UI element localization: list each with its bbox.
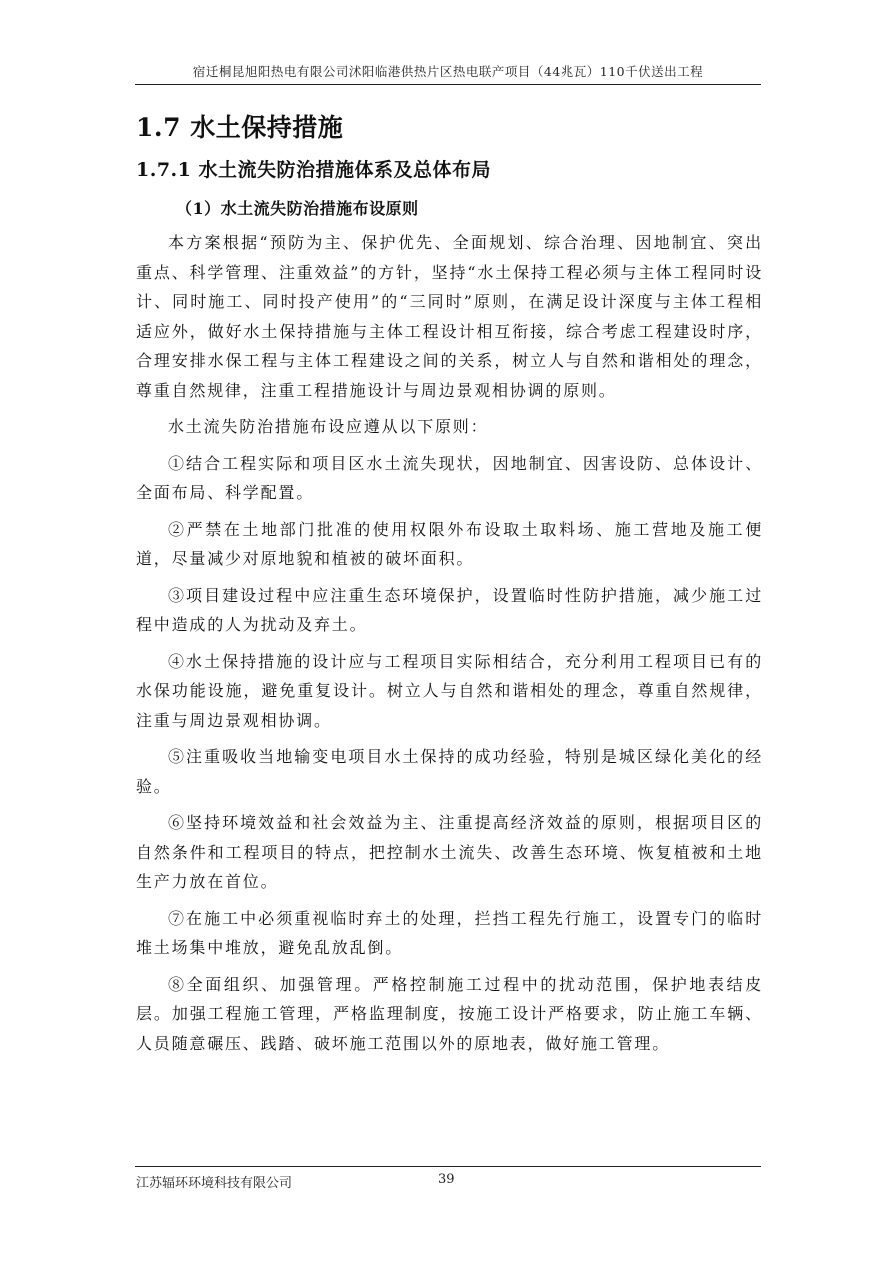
paragraph-principles-intro: 水土流失防治措施布设应遵从以下原则： bbox=[168, 417, 489, 436]
body-text bbox=[136, 228, 763, 1065]
footer-company: 江苏辐环环境科技有限公司 bbox=[136, 1176, 293, 1191]
page-header: 宿迁桐昆旭阳热电有限公司沭阳临港供热片区热电联产项目（44兆瓦）110千伏送出工程 bbox=[192, 64, 704, 79]
paragraph-principle-8: ⑧全面组织、加强管理。严格控制施工过程中的扰动范围，保护地表结皮层。加强工程施工管理，严格监理制度，按施工设计严格要求，防止施工车辆、人员随意碾压、践踏、破坏施工范围以外的原地表，做好施工管理。 bbox=[136, 974, 763, 1053]
paragraph-policy: 本方案根据“预防为主、保护优先、全面规划、综合治理、因地制宜、突出重点、科学管理、注重效益”的方针，坚持“水土保持工程必须与主体工程同时设计、同时施工、同时投产使用”的“三同时”原则，在满足设计深度与主体工程相适应外，做好水土保持措施与主体工程设计相互衔接，综合考虑工程建设时序，合理安排水保工程与主体工程建设之间的关系，树立人与自然和谐相处的理念，尊重自然规律，注重工程措施设计与周边景观相协调的原则。 bbox=[136, 233, 763, 400]
paragraph-principle-4: ④水土保持措施的设计应与工程项目实际相结合，充分利用工程项目已有的水保功能设施，避免重复设计。树立人与自然和谐相处的理念，尊重自然规律，注重与周边景观相协调。 bbox=[136, 651, 763, 730]
section-title: 1.7 水土保持措施 bbox=[136, 113, 344, 142]
page-number: 39 bbox=[438, 1172, 455, 1187]
paragraph-principle-2: ②严禁在土地部门批准的使用权限外布设取土取料场、施工营地及施工便道，尽量减少对原地貌和植被的破坏面积。 bbox=[136, 519, 763, 568]
footer-divider bbox=[135, 1166, 761, 1167]
paragraph-principle-7: ⑦在施工中必须重视临时弃土的处理，拦挡工程先行施工，设置专门的临时堆土场集中堆放，避免乱放乱倒。 bbox=[136, 908, 763, 957]
paragraph-principle-1: ①结合工程实际和项目区水土流失现状，因地制宜、因害设防、总体设计、全面布局、科学配置。 bbox=[136, 453, 763, 502]
subsection-title: 1.7.1 水土流失防治措施体系及总体布局 bbox=[136, 159, 492, 181]
paragraph-principle-3: ③项目建设过程中应注重生态环境保护，设置临时性防护措施，减少施工过程中造成的人为扰动及弃土。 bbox=[136, 585, 763, 634]
paragraph-principle-5: ⑤注重吸收当地输变电项目水土保持的成功经验，特别是城区绿化美化的经验。 bbox=[136, 747, 763, 796]
header-divider bbox=[135, 84, 761, 85]
item-title: （1）水土流失防治措施布设原则 bbox=[176, 199, 419, 218]
paragraph-principle-6: ⑥坚持环境效益和社会效益为主、注重提高经济效益的原则，根据项目区的自然条件和工程项目的特点，把控制水土流失、改善生态环境、恢复植被和土地生产力放在首位。 bbox=[136, 813, 763, 891]
